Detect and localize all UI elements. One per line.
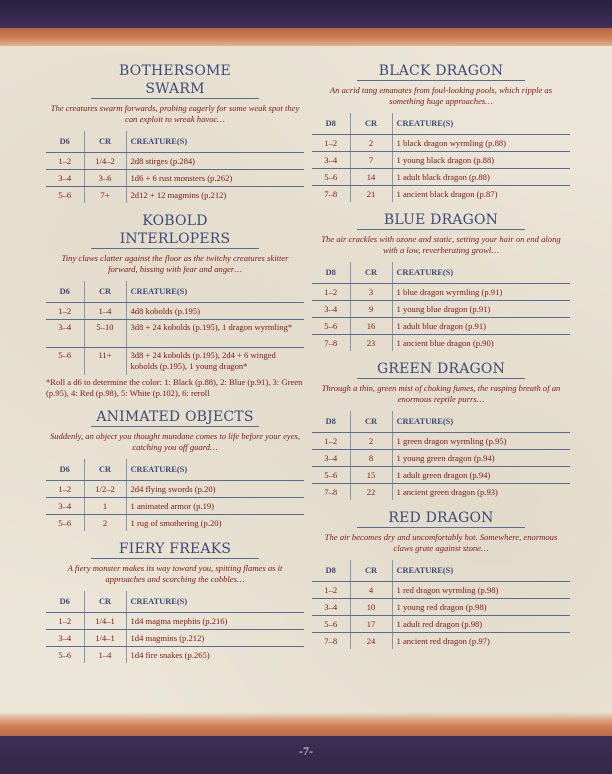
- cell-roll: 1–2: [312, 283, 350, 300]
- cell-roll: 7–8: [312, 334, 350, 351]
- table-row: [312, 598, 570, 615]
- cell-roll: 5–6: [312, 317, 350, 334]
- header-creatures: CREATURE(S): [126, 131, 304, 152]
- cell-roll: 1–2: [312, 581, 350, 598]
- section-title: BOTHERSOME SWARM: [91, 62, 259, 99]
- cell-creatures: 1d6 + 6 rust monsters (p.262): [126, 169, 304, 186]
- table-row: [46, 186, 304, 203]
- right-column: [312, 62, 570, 658]
- cell-creatures: 1 adult blue dragon (p.91): [392, 317, 570, 334]
- cell-creatures: 1 blue dragon wyrmling (p.91): [392, 283, 570, 300]
- cell-roll: 5–6: [312, 168, 350, 185]
- table-row: [46, 152, 304, 169]
- header-die: D8: [312, 560, 350, 581]
- table-row: [46, 514, 304, 531]
- table-header: [46, 459, 304, 480]
- cell-creatures: 1d4 magmins (p.212): [126, 629, 304, 646]
- cell-roll: 3–4: [312, 300, 350, 317]
- cell-creatures: 1 rug of smothering (p.20): [130, 517, 222, 528]
- table-row: [312, 300, 570, 317]
- table-row: [46, 480, 304, 497]
- table-row: [46, 319, 304, 347]
- table-row: [312, 134, 570, 151]
- flavor-text: A fiery monster makes its way toward you, spitting flames as it approaches and scorching the cobbles…: [67, 563, 283, 584]
- section-green-dragon: [312, 360, 570, 500]
- section-fiery-freaks: [46, 540, 304, 663]
- cell-roll: 1–2: [312, 134, 350, 151]
- bottom-torn-edge: [0, 712, 612, 738]
- cell-creatures: 1d4 magma mephits (p.216): [126, 612, 304, 629]
- encounter-table: [312, 113, 570, 202]
- table-row: [312, 581, 570, 598]
- cell-creatures: 2d8 stirges (p.284): [126, 152, 304, 169]
- header-cr: CR: [350, 411, 392, 432]
- cell-creatures: 1 adult green dragon (p.94): [392, 466, 570, 483]
- cell-creatures: 1 black dragon wyrmling (p.88): [392, 134, 570, 151]
- flavor-text: Tiny claws clatter against the floor as the twitchy creatures skitter forward, hissing with fear and anger…: [61, 253, 289, 274]
- table-row: [312, 317, 570, 334]
- cell-cr: 1–4: [84, 302, 126, 319]
- cell-creatures: 1 adult black dragon (p.88): [392, 168, 570, 185]
- cell-cr: 22: [350, 483, 392, 500]
- cell-creatures: 1 young red dragon (p.98): [392, 598, 570, 615]
- section-title: KOBOLD INTERLOPERS: [91, 212, 259, 249]
- encounter-table: [46, 459, 304, 531]
- cell-cr: 15: [350, 466, 392, 483]
- table-row: [312, 168, 570, 185]
- cell-cr: 7+: [84, 186, 126, 203]
- flavor-text: Through a thin, green mist of choking fumes, the rasping breath of an enormous reptile purrs…: [321, 383, 561, 404]
- section-title: ANIMATED OBJECTS: [91, 408, 259, 427]
- cell-creatures: 1 young green dragon (p.94): [392, 449, 570, 466]
- table-row: [312, 483, 570, 500]
- cell-cr: 24: [350, 632, 392, 649]
- cell-roll: 5–6: [46, 646, 84, 663]
- cell-cr: 1: [84, 497, 126, 514]
- encounter-table: [46, 131, 304, 203]
- cell-roll: 3–4: [46, 629, 84, 646]
- table-header: [312, 560, 570, 581]
- cell-cr: 1/4–2: [84, 152, 126, 169]
- cell-cr: 17: [350, 615, 392, 632]
- cell-roll: 3–4: [312, 598, 350, 615]
- table-row: [312, 334, 570, 351]
- section-red-dragon: [312, 509, 570, 649]
- cell-cr: 14: [350, 168, 392, 185]
- cell-cr: 1/4–1: [84, 629, 126, 646]
- cell-creatures: 1 ancient black dragon (p.87): [396, 188, 498, 199]
- cell-cr: 10: [350, 598, 392, 615]
- table-row: [46, 646, 304, 663]
- cell-cr: 1/2–2: [84, 480, 126, 497]
- cell-cr: 11+: [84, 347, 126, 375]
- cell-cr: 3–6: [84, 169, 126, 186]
- encounter-table: [46, 281, 304, 375]
- cell-roll: 5–6: [312, 615, 350, 632]
- flavor-text: The air crackles with ozone and static, setting your hair on end along with a low, reverberating growl…: [321, 234, 561, 255]
- header-cr: CR: [84, 131, 126, 152]
- header-die: D6: [46, 459, 84, 480]
- cell-cr: 16: [350, 317, 392, 334]
- table-row: [312, 615, 570, 632]
- encounter-table: [46, 591, 304, 663]
- cell-roll: 3–4: [46, 169, 84, 186]
- cell-roll: 7–8: [312, 632, 350, 649]
- header-cr: CR: [84, 281, 126, 302]
- table-row: [312, 151, 570, 168]
- header-cr: CR: [350, 262, 392, 283]
- table-row: [46, 612, 304, 629]
- cell-cr: 5–10: [84, 319, 126, 347]
- header-creatures: CREATURE(S): [392, 262, 570, 283]
- table-header: [46, 131, 304, 152]
- table-row: [46, 497, 304, 514]
- header-creatures: CREATURE(S): [126, 281, 304, 302]
- cell-creatures: 2d4 flying swords (p.20): [126, 480, 304, 497]
- cell-roll: 7–8: [312, 483, 350, 500]
- cell-roll: 3–4: [312, 449, 350, 466]
- cell-roll: 1–2: [46, 302, 84, 319]
- header-die: D8: [312, 411, 350, 432]
- cell-creatures: 3d8 + 24 kobolds (p.195), 2d4 + 6 winged kobolds (p.195), 1 young dragon*: [130, 349, 276, 371]
- cell-cr: 2: [350, 432, 392, 449]
- cell-roll: 5–6: [46, 514, 84, 531]
- header-cr: CR: [84, 591, 126, 612]
- left-column: [46, 62, 304, 672]
- header-creatures: CREATURE(S): [392, 411, 570, 432]
- table-row: [46, 302, 304, 319]
- section-title: FIERY FREAKS: [91, 540, 259, 559]
- cell-roll: 3–4: [312, 151, 350, 168]
- table-header: [312, 262, 570, 283]
- cell-cr: 1/4–1: [84, 612, 126, 629]
- header-creatures: CREATURE(S): [392, 113, 570, 134]
- cell-roll: 3–4: [46, 497, 84, 514]
- header-cr: CR: [350, 113, 392, 134]
- section-animated-objects: [46, 408, 304, 531]
- header-die: D8: [312, 113, 350, 134]
- header-creatures: CREATURE(S): [126, 459, 304, 480]
- cell-creatures: 1 ancient blue dragon (p.90): [396, 337, 494, 348]
- cell-creatures: 3d8 + 24 kobolds (p.195), 1 dragon wyrmling*: [126, 319, 304, 347]
- flavor-text: An acrid tang emanates from foul-looking pools, which ripple as something huge approaches…: [329, 85, 553, 106]
- table-row: [46, 347, 304, 375]
- cell-roll: 1–2: [46, 152, 84, 169]
- cell-creatures: 2d12 + 12 magmins (p.212): [130, 189, 227, 200]
- cell-roll: 1–2: [312, 432, 350, 449]
- cell-creatures: 1 ancient red dragon (p.97): [396, 635, 490, 646]
- cell-creatures: 1 adult red dragon (p.98): [392, 615, 570, 632]
- cell-cr: 2: [84, 514, 126, 531]
- flavor-text: The creatures swarm forwards, probing eagerly for some weak spot they can exploit to wreak havoc…: [50, 103, 300, 124]
- cell-cr: 3: [350, 283, 392, 300]
- table-header: [46, 281, 304, 302]
- cell-cr: 4: [350, 581, 392, 598]
- cell-cr: 2: [350, 134, 392, 151]
- table-row: [312, 449, 570, 466]
- section-kobold-interlopers: [46, 212, 304, 399]
- section-blue-dragon: [312, 211, 570, 351]
- section-bothersome-swarm: [46, 62, 304, 203]
- cell-creatures: 1d4 fire snakes (p.265): [130, 649, 210, 660]
- table-header: [312, 411, 570, 432]
- encounter-table: [312, 411, 570, 500]
- cell-creatures: 1 ancient green dragon (p.93): [396, 486, 498, 497]
- cell-cr: 9: [350, 300, 392, 317]
- cell-cr: 7: [350, 151, 392, 168]
- page-number: -7-: [299, 744, 313, 758]
- footnote: *Roll a d6 to determine the color: 1: Black (p.88), 2: Blue (p.91), 3: Green (p.95), 4: Red (p.98), 5: White (p.102), 6: reroll: [46, 377, 303, 398]
- cell-roll: 7–8: [312, 185, 350, 202]
- cell-cr: 21: [350, 185, 392, 202]
- header-die: D6: [46, 281, 84, 302]
- cell-roll: 5–6: [46, 347, 84, 375]
- header-creatures: CREATURE(S): [392, 560, 570, 581]
- encounter-table: [312, 262, 570, 351]
- cell-creatures: 1 young black dragon (p.88): [392, 151, 570, 168]
- cell-cr: 23: [350, 334, 392, 351]
- flavor-text: Suddenly, an object you thought mundane comes to life before your eyes, catching you off guard…: [49, 431, 301, 452]
- cell-creatures: 1 animated armor (p.19): [126, 497, 304, 514]
- cell-roll: 3–4: [46, 319, 84, 347]
- table-row: [46, 629, 304, 646]
- header-creatures: CREATURE(S): [126, 591, 304, 612]
- cell-creatures: 1 young blue dragon (p.91): [392, 300, 570, 317]
- header-cr: CR: [350, 560, 392, 581]
- table-row: [312, 466, 570, 483]
- cell-roll: 1–2: [46, 480, 84, 497]
- header-cr: CR: [84, 459, 126, 480]
- header-die: D8: [312, 262, 350, 283]
- cell-roll: 5–6: [312, 466, 350, 483]
- section-title: BLACK DRAGON: [357, 62, 525, 81]
- cell-creatures: 4d8 kobolds (p.195): [126, 302, 304, 319]
- section-black-dragon: [312, 62, 570, 202]
- cell-roll: 1–2: [46, 612, 84, 629]
- section-title: BLUE DRAGON: [357, 211, 525, 230]
- cell-creatures: 1 green dragon wyrmling (p.95): [392, 432, 570, 449]
- cell-roll: 5–6: [46, 186, 84, 203]
- header-die: D6: [46, 131, 84, 152]
- header-die: D6: [46, 591, 84, 612]
- cell-cr: 1–4: [84, 646, 126, 663]
- table-header: [312, 113, 570, 134]
- encounter-table: [312, 560, 570, 649]
- table-row: [312, 185, 570, 202]
- section-title: RED DRAGON: [357, 509, 525, 528]
- table-row: [312, 432, 570, 449]
- table-row: [312, 632, 570, 649]
- section-title: GREEN DRAGON: [357, 360, 525, 379]
- table-row: [312, 283, 570, 300]
- table-header: [46, 591, 304, 612]
- cell-creatures: 1 red dragon wyrmling (p.98): [392, 581, 570, 598]
- cell-cr: 8: [350, 449, 392, 466]
- table-row: [46, 169, 304, 186]
- flavor-text: The air becomes dry and uncomfortably hot. Somewhere, enormous claws grate against stone…: [324, 532, 558, 553]
